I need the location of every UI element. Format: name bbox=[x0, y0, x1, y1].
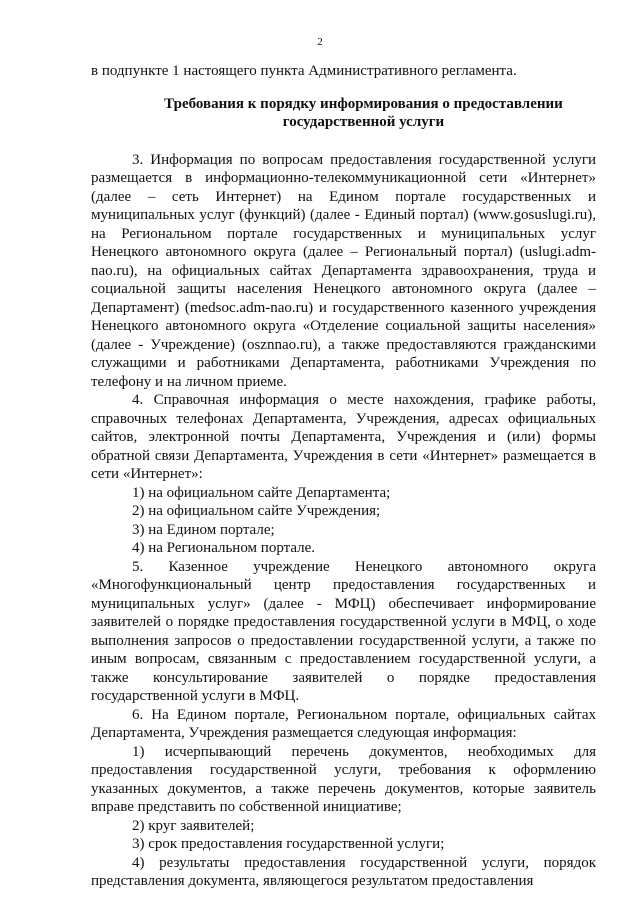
paragraph-6: 6. На Едином портале, Региональном портале, официальных сайтах Департамента, Учреждения размещается следующая информация: bbox=[91, 706, 596, 741]
document-body bbox=[91, 62, 596, 891]
list-item: 1) на официальном сайте Департамента; bbox=[132, 484, 391, 501]
list-item: 1) исчерпывающий перечень документов, необходимых для предоставления государственной услуги, требования к оформлению указанных документов, а также перечень документов, которые заявитель вправе представить по собственной инициативе; bbox=[91, 743, 596, 815]
list-item: 3) срок предоставления государственной услуги; bbox=[132, 836, 445, 852]
section-heading: Требования к порядку информирования о предоставлении государственной услуги bbox=[164, 95, 563, 130]
paragraph-4: 4. Справочная информация о месте нахождения, графике работы, справочных телефонах Департамента, Учреждения, адресах официальных сайтов, электронной почты Департамента, Учреждения и (или) формы обратной связи Департамента, Учреждения в сети «Интернет» размещается в сети «Интернет»: bbox=[91, 392, 596, 482]
list-item: 4) результаты предоставления государственной услуги, порядок представления документа, являющегося результатом предоставления bbox=[91, 854, 596, 889]
intro-line: в подпункте 1 настоящего пункта Административного регламента. bbox=[91, 63, 517, 79]
list-item: 2) на официальном сайте Учреждения; bbox=[132, 503, 381, 519]
page-number: 2 bbox=[317, 36, 323, 48]
list-item: 3) на Едином портале; bbox=[132, 521, 275, 538]
paragraph-5: 5. Казенное учреждение Ненецкого автономного округа «Многофункциональный центр предоставления государственных и муниципальных услуг» (далее - МФЦ) обеспечивает информирование заявителей о порядке предоставления государственной услуги в МФЦ, о ходе выполнения запросов о предоставлении государственной услуги, а также по иным вопросам, связанным с предоставлением государственной услуги, а также консультирование заявителей о порядке предоставления государственной услуги в МФЦ. bbox=[91, 558, 596, 704]
list-item: 2) круг заявителей; bbox=[132, 817, 255, 834]
list-item: 4) на Региональном портале. bbox=[132, 540, 316, 556]
paragraph-3: 3. Информация по вопросам предоставления государственной услуги размещается в информационно-телекоммуникационной сети «Интернет» (далее – сеть Интернет) на Едином портале государственных и муниципальных услуг (функций) (далее - Единый портал) (www.gosuslugi.ru), на Региональном портале государственных и муниципальных услуг Ненецкого автономного округа (далее – Региональный портал) (uslugi.adm-nao.ru), на официальных сайтах Департамента здравоохранения, труда и социальной защиты населения Ненецкого автономного округа (далее – Департамент) (medsoc.adm-nao.ru) и государственного казенного учреждения Ненецкого автономного округа «Отделение социальной защиты населения» (далее - Учреждение) (osznnao.ru), а также предоставляются гражданскими служащими и работниками Департамента, работниками Учреждения по телефону и на личном приеме. bbox=[91, 151, 596, 390]
